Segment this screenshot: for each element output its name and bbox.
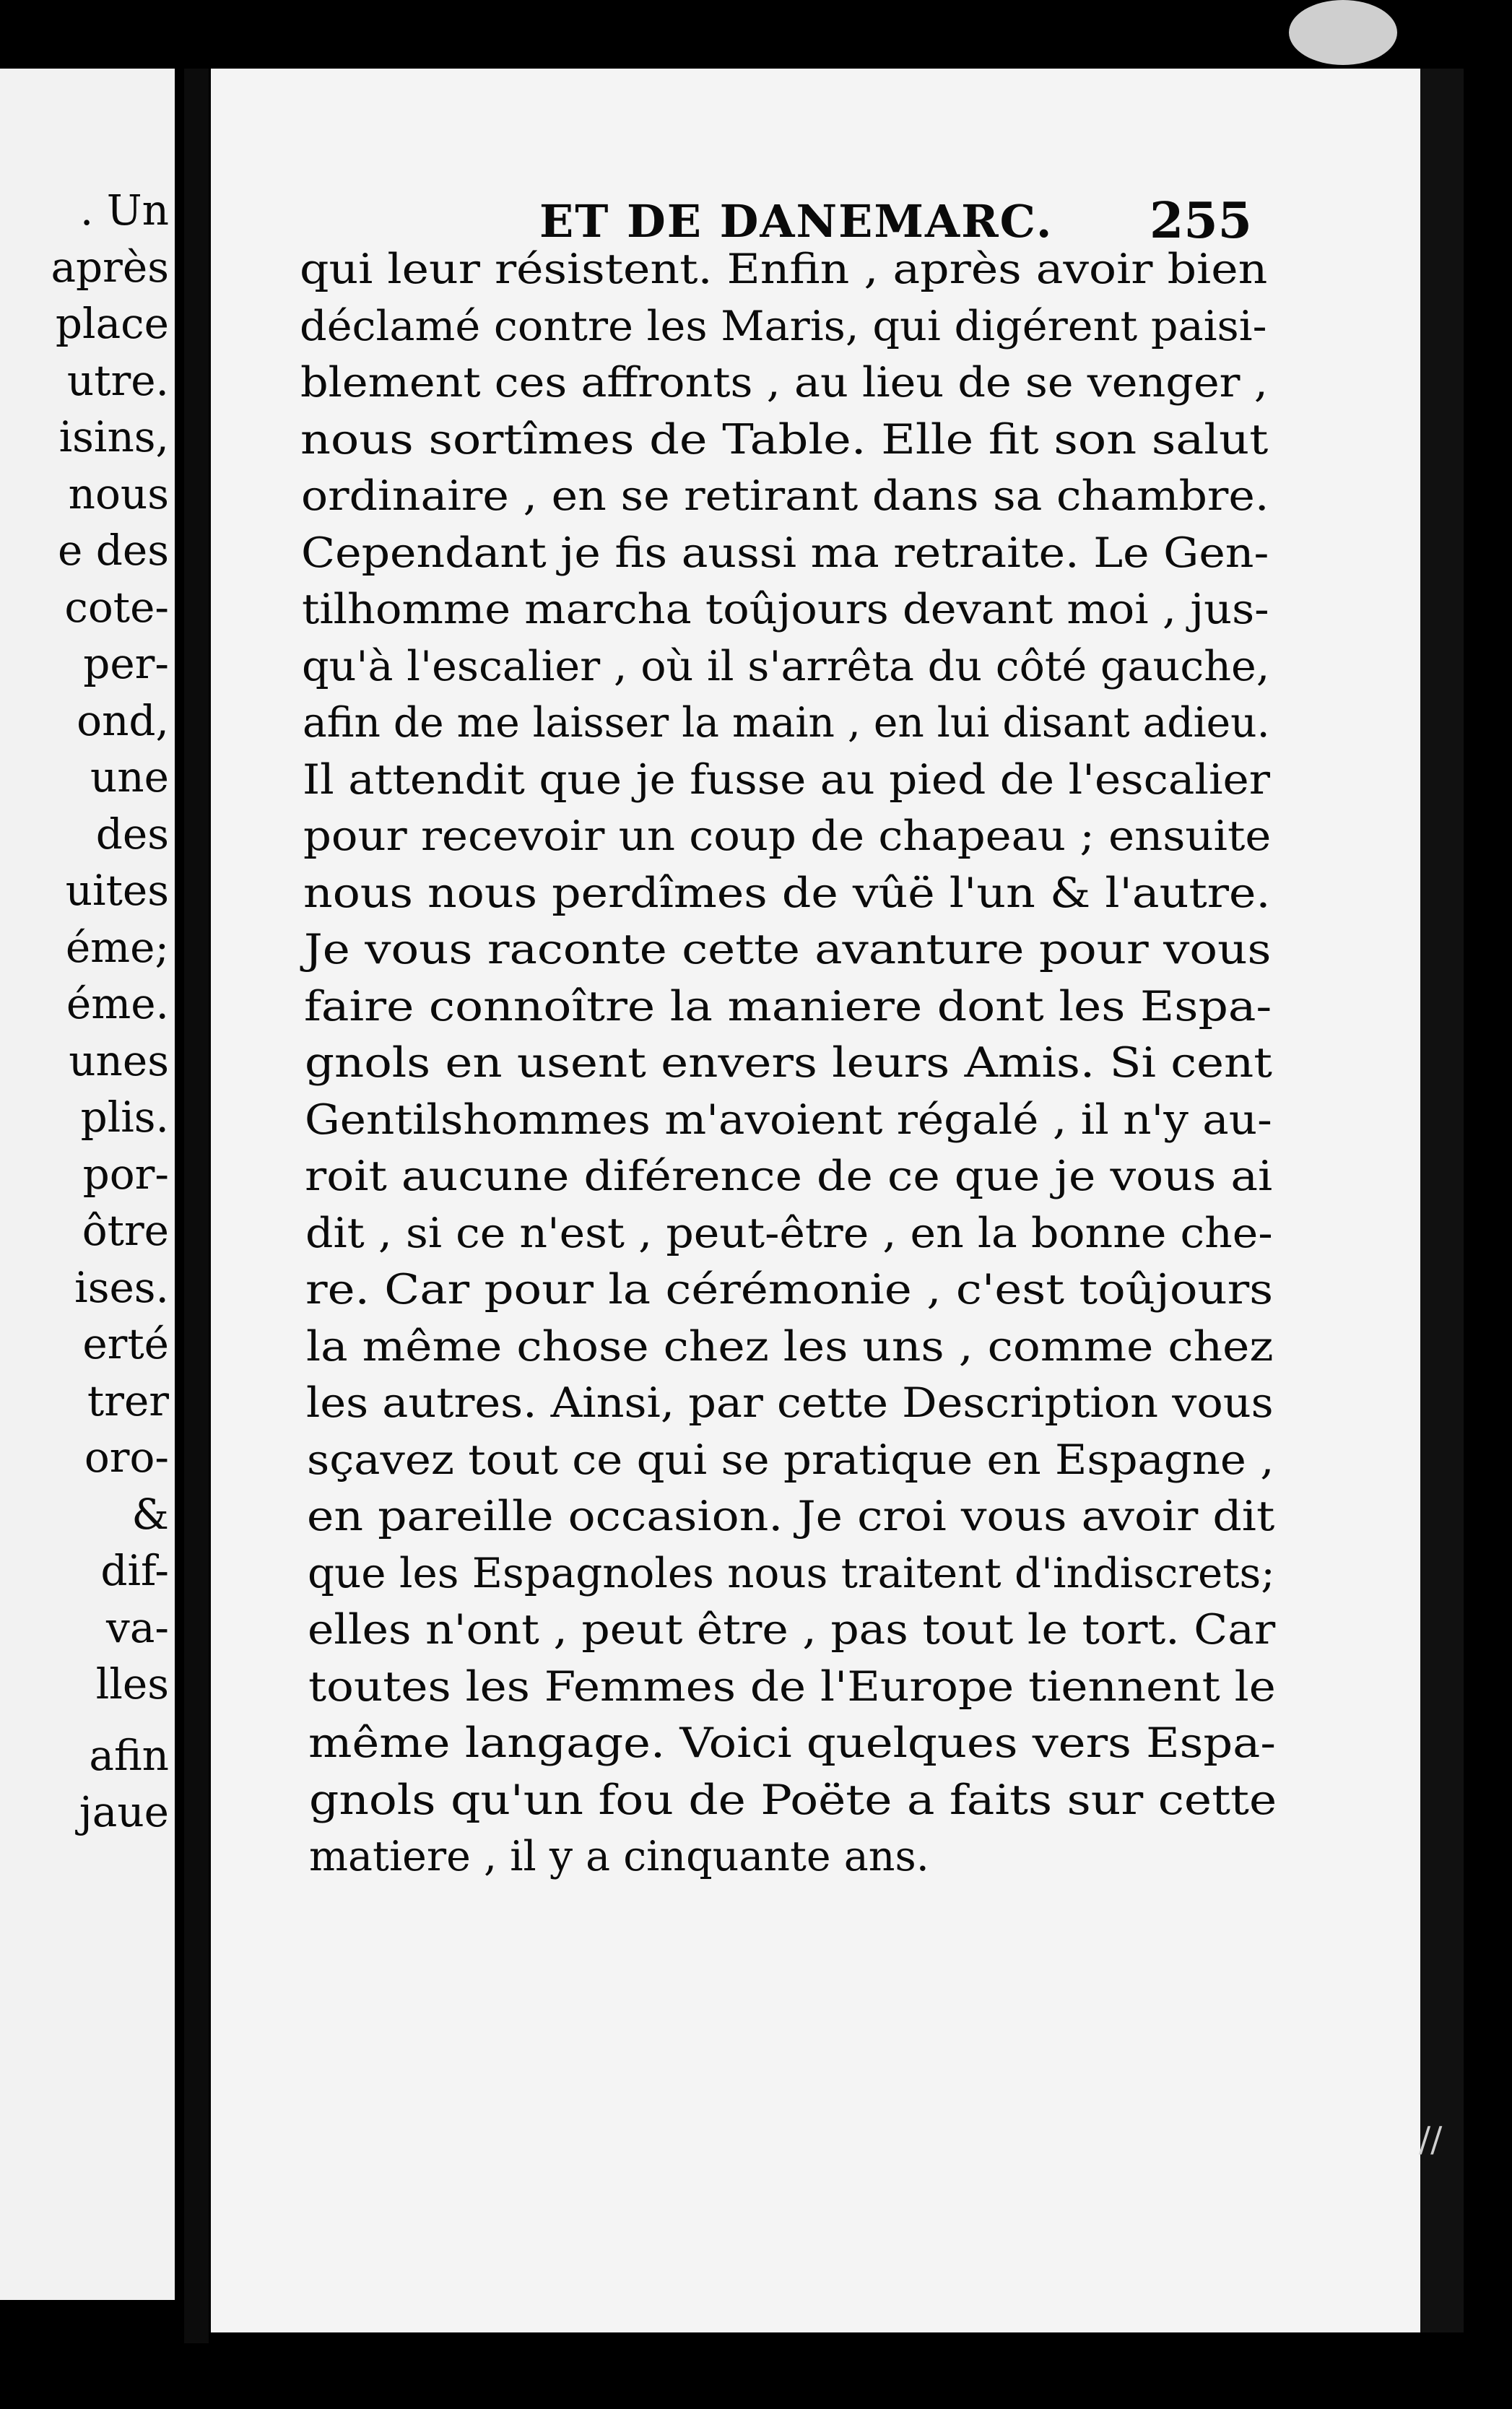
text-line: gnols qu'un fou de Poëte a faits sur cette (308, 1776, 1277, 1824)
text-line: sçavez tout ce qui se pratique en Espagne , (306, 1436, 1274, 1484)
left-page-line: per- (83, 639, 169, 688)
text-line: re. Car pour la cérémonie , c'est toûjours (305, 1266, 1274, 1314)
left-page-line: por- (82, 1149, 169, 1199)
text-line: pour recevoir un coup de chapeau ; ensuite (303, 812, 1271, 860)
text-line: la même chose chez les uns , comme chez (305, 1322, 1274, 1371)
left-page-line: nous (68, 469, 169, 518)
left-page-line: ôtre (82, 1206, 169, 1255)
text-line: Gentilshommes m'avoient régalé , il n'y au- (304, 1095, 1272, 1144)
left-page-line: une (90, 752, 169, 802)
text-line: en pareille occasion. Je croi vous avoir dit (307, 1493, 1275, 1540)
text-line: nous sortîmes de Table. Elle fit son salut (300, 415, 1269, 464)
running-head: ET DE DANEMARC. (539, 195, 1053, 248)
paper-smudge (1289, 0, 1397, 65)
text-line: Il attendit que je fusse au pied de l'escalier (303, 755, 1271, 804)
text-line: Cependant je fis aussi ma retraite. Le Gen- (301, 529, 1269, 577)
left-page-line: ises. (74, 1262, 169, 1312)
left-page-line: & (131, 1489, 169, 1539)
left-page-line: . Un (79, 186, 169, 235)
text-line: les autres. Ainsi, par cette Description vous (306, 1379, 1274, 1427)
left-page-line: afin (89, 1730, 169, 1780)
page-number: 255 (1150, 192, 1252, 250)
left-page-line: éme. (66, 979, 169, 1028)
left-page-line: jaue (79, 1787, 169, 1836)
left-page-line: après (51, 242, 169, 292)
left-page-line: des (95, 809, 169, 859)
left-page-line: dif- (100, 1546, 169, 1595)
text-line: afin de me laisser la main , en lui disant adieu. (302, 699, 1270, 747)
left-page-line: trer (87, 1376, 169, 1425)
text-line: dit , si ce n'est , peut-être , en la bonne che- (305, 1209, 1273, 1257)
text-line: gnols en usent envers leurs Amis. Si cent (304, 1039, 1272, 1087)
left-page-line: va- (106, 1602, 169, 1652)
text-line: matiere , il y a cinquante ans. (309, 1833, 929, 1880)
text-line: même langage. Voici quelques vers Espa- (308, 1719, 1276, 1767)
left-page-line: éme; (65, 922, 169, 972)
left-page-line: e des (58, 526, 169, 575)
left-page-line: uites (65, 866, 169, 915)
page-edge (1420, 69, 1464, 2332)
text-line: nous nous perdîmes de vûë l'un & l'autre. (303, 869, 1271, 917)
text-line: qui leur résistent. Enfin , après avoir bien (300, 246, 1268, 293)
text-line: déclamé contre les Maris, qui digérent paisi- (300, 302, 1267, 350)
text-line: Je vous raconte cette avanture pour vous (303, 926, 1272, 973)
left-page-line: place (55, 299, 169, 348)
text-line: ordinaire , en se retirant dans sa chambre. (300, 472, 1269, 520)
text-line: qu'à l'escalier , où il s'arrêta du côté gauche, (302, 642, 1270, 690)
text-line: elles n'ont , peut être , pas tout le tort. Car (308, 1606, 1276, 1654)
left-page-line: erté (82, 1319, 169, 1368)
text-line: blement ces affronts , au lieu de se venger , (300, 359, 1268, 407)
left-page-line: utre. (66, 355, 169, 405)
left-page-line: cote- (64, 582, 169, 632)
left-page-line: lles (95, 1659, 169, 1709)
left-page-line: oro- (84, 1433, 169, 1482)
text-line: tilhomme marcha toûjours devant moi , jus- (301, 586, 1269, 633)
left-page-line: plis. (80, 1093, 169, 1142)
text-line: toutes les Femmes de l'Europe tiennent le (308, 1662, 1276, 1711)
book-page (211, 69, 1420, 2332)
text-line: faire connoître la maniere dont les Espa- (304, 982, 1272, 1030)
left-page-fragment (0, 69, 175, 2300)
page-header (211, 192, 1420, 253)
left-page-line: unes (69, 1036, 169, 1085)
left-page-line: ond, (77, 695, 169, 745)
margin-mark: // (1419, 2119, 1443, 2160)
text-line: que les Espagnoles nous traitent d'indiscrets; (307, 1549, 1275, 1597)
book-gutter (184, 69, 209, 2343)
text-line: roit aucune diférence de ce que je vous ai (305, 1153, 1273, 1200)
left-page-line: isins, (58, 412, 169, 461)
